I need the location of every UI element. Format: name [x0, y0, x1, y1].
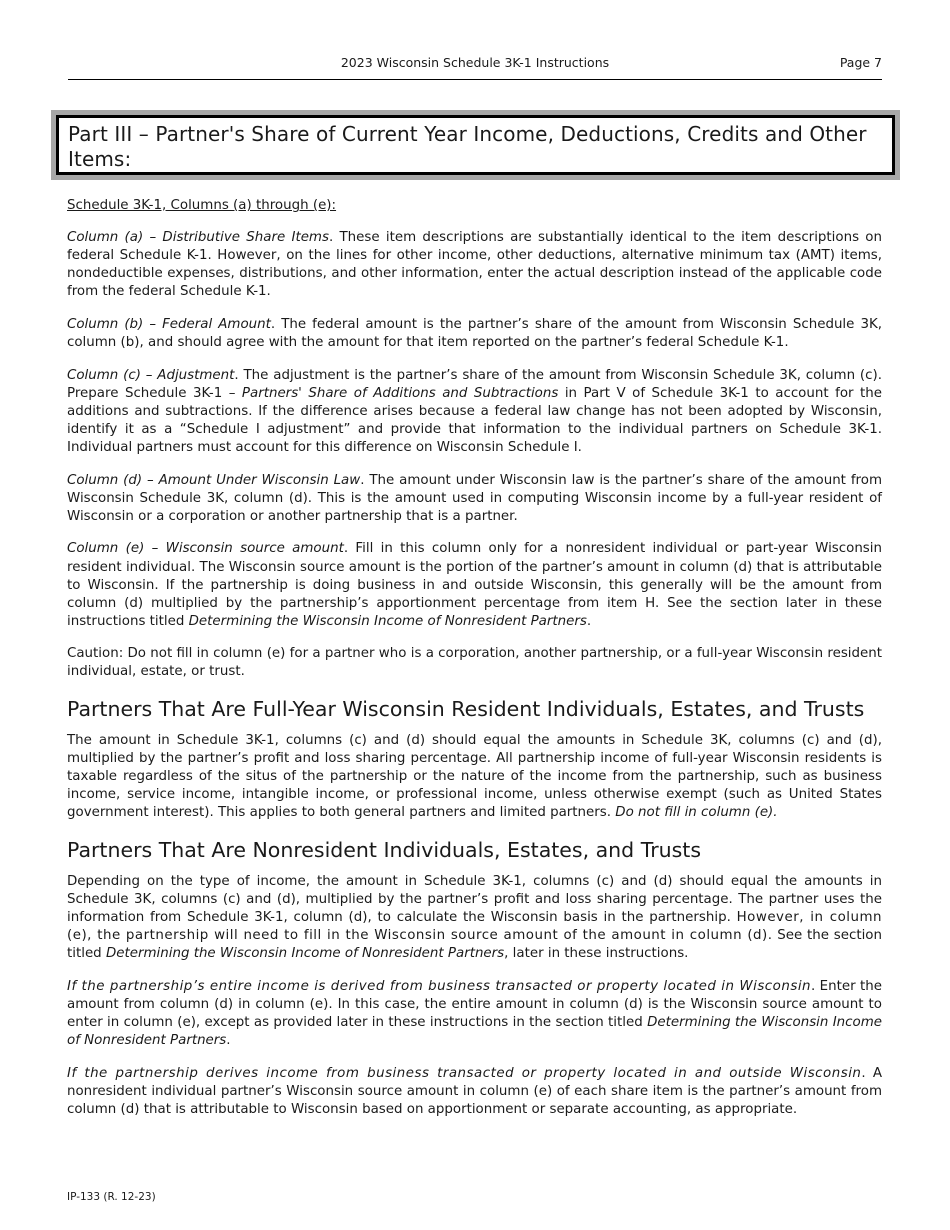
- page-number: Page 7: [839, 55, 882, 70]
- nonresident-paragraph-2: If the partnership’s entire income is derived from business transacted or property located in Wisconsin. Enter the amount from column (d) in column (e). In this case, the entire amount in column (d) is the Wisconsin source amount to enter in column (e), except as provided later in these instructions in the section titled Determining the Wisconsin Income of Nonresident Partners.: [67, 979, 883, 1049]
- column-a-paragraph: Column (a) – Distributive Share Items. These item descriptions are substantially identical to the item descriptions on federal Schedule K-1. However, on the lines for other income, other deductions, alternative minimum tax (AMT) items, nondeductible expenses, distributions, and other information, enter the actual description instead of the applicable code from the federal Schedule K-1.: [67, 230, 882, 300]
- caution-note: Caution: Do not fill in column (e) for a partner who is a corporation, another partnership, or a full-year Wisconsin resident individual, estate, or trust.: [67, 646, 882, 680]
- part-title: Part III – Partner's Share of Current Year Income, Deductions, Credits and Other Items:: [56, 115, 895, 175]
- column-c-label: Column (c) – Adjustment: [67, 367, 235, 383]
- nonresident-section-reference: Determining the Wisconsin Income of Nonresident Partners: [188, 613, 587, 629]
- nonresident-paragraph-3: If the partnership derives income from business transacted or property located in and outside Wisconsin. A nonresident individual partner’s Wisconsin source amount in column (e) of each share item is the partner’s amount from column (d) that is attributable to Wisconsin based on apportionment or separate accounting, as appropriate.: [67, 1065, 882, 1118]
- column-d-paragraph: Column (d) – Amount Under Wisconsin Law. The amount under Wisconsin law is the partner’s share of the amount from Wisconsin Schedule 3K, column (d). This is the amount used in computing Wisconsin income by a full-year resident of Wisconsin or a corporation or another partnership that is a partner.: [67, 472, 882, 524]
- column-b-label: Column (b) – Federal Amount: [67, 316, 271, 332]
- part-v-reference: Partners' Share of Additions and Subtractions: [241, 385, 559, 401]
- column-e-label: Column (e) – Wisconsin source amount: [67, 541, 344, 557]
- part-title-box: [51, 110, 900, 180]
- column-a-label: Column (a) – Distributive Share Items: [67, 230, 329, 246]
- caution-label: Caution:: [67, 646, 124, 662]
- form-number-footer: IP-133 (R. 12-23): [67, 1191, 156, 1203]
- nonresident-paragraph-1: Depending on the type of income, the amount in Schedule 3K-1, columns (c) and (d) should equal the amounts in Schedule 3K, columns (c) and (d), multiplied by the partner’s profit and loss sharing percentage. The partner uses the information from Schedule 3K-1, column (d), to calculate the Wisconsin basis in the partnership. However, in column (e), the partnership will need to fill in the Wisconsin source amount of the amount in column (d). See the section titled Determining the Wisconsin Income of Nonresident Partners, later in these instructions.: [67, 874, 882, 962]
- column-b-paragraph: Column (b) – Federal Amount. The federal amount is the partner’s share of the amount from Wisconsin Schedule 3K, column (b), and should agree with the amount for that item reported on the partner’s federal Schedule K-1.: [67, 316, 882, 351]
- main-content: [67, 197, 882, 1134]
- nonresident-heading: Partners That Are Nonresident Individuals, Estates, and Trusts: [67, 838, 702, 863]
- full-year-resident-paragraph: The amount in Schedule 3K-1, columns (c) and (d) should equal the amounts in Schedule 3K, columns (c) and (d), multiplied by the partner’s profit and loss sharing percentage. All partnership income of full-year Wisconsin residents is taxable regardless of the situs of the partnership or the nature of the income from the partnership, such as business income, service income, intangible income, or professional income, unless otherwise exempt (such as United States government interest). This applies to both general partners and limited partners. Do not fill in column (e).: [67, 733, 882, 821]
- column-c-paragraph: Column (c) – Adjustment. The adjustment is the partner’s share of the amount from Wisconsin Schedule 3K, column (c). Prepare Schedule 3K-1 – Partners' Share of Additions and Subtractions in Part V of Schedule 3K-1 to account for the additions and subtractions. If the difference arises because a federal law change has not been adopted by Wisconsin, identify it as a “Schedule I adjustment” and provide that information to the individual partners on Schedule 3K-1. Individual partners must account for this difference on Wisconsin Schedule I.: [67, 367, 882, 456]
- page-header: [68, 53, 882, 80]
- column-d-label: Column (d) – Amount Under Wisconsin Law: [67, 472, 361, 488]
- document-title: 2023 Wisconsin Schedule 3K-1 Instructions: [340, 55, 610, 70]
- full-year-resident-heading: Partners That Are Full-Year Wisconsin Resident Individuals, Estates, and Trusts: [67, 697, 865, 722]
- column-e-paragraph: Column (e) – Wisconsin source amount. Fill in this column only for a nonresident individual or part-year Wisconsin resident individual. The Wisconsin source amount is the portion of the partner’s amount in column (d) that is attributable to Wisconsin. If the partnership is doing business in and outside Wisconsin, this generally will be the amount from column (d) multiplied by the partnership’s apportionment percentage from item H. See the section later in these instructions titled Determining the Wisconsin Income of Nonresident Partners.: [67, 541, 882, 629]
- columns-subheading: Schedule 3K-1, Columns (a) through (e):: [67, 198, 337, 213]
